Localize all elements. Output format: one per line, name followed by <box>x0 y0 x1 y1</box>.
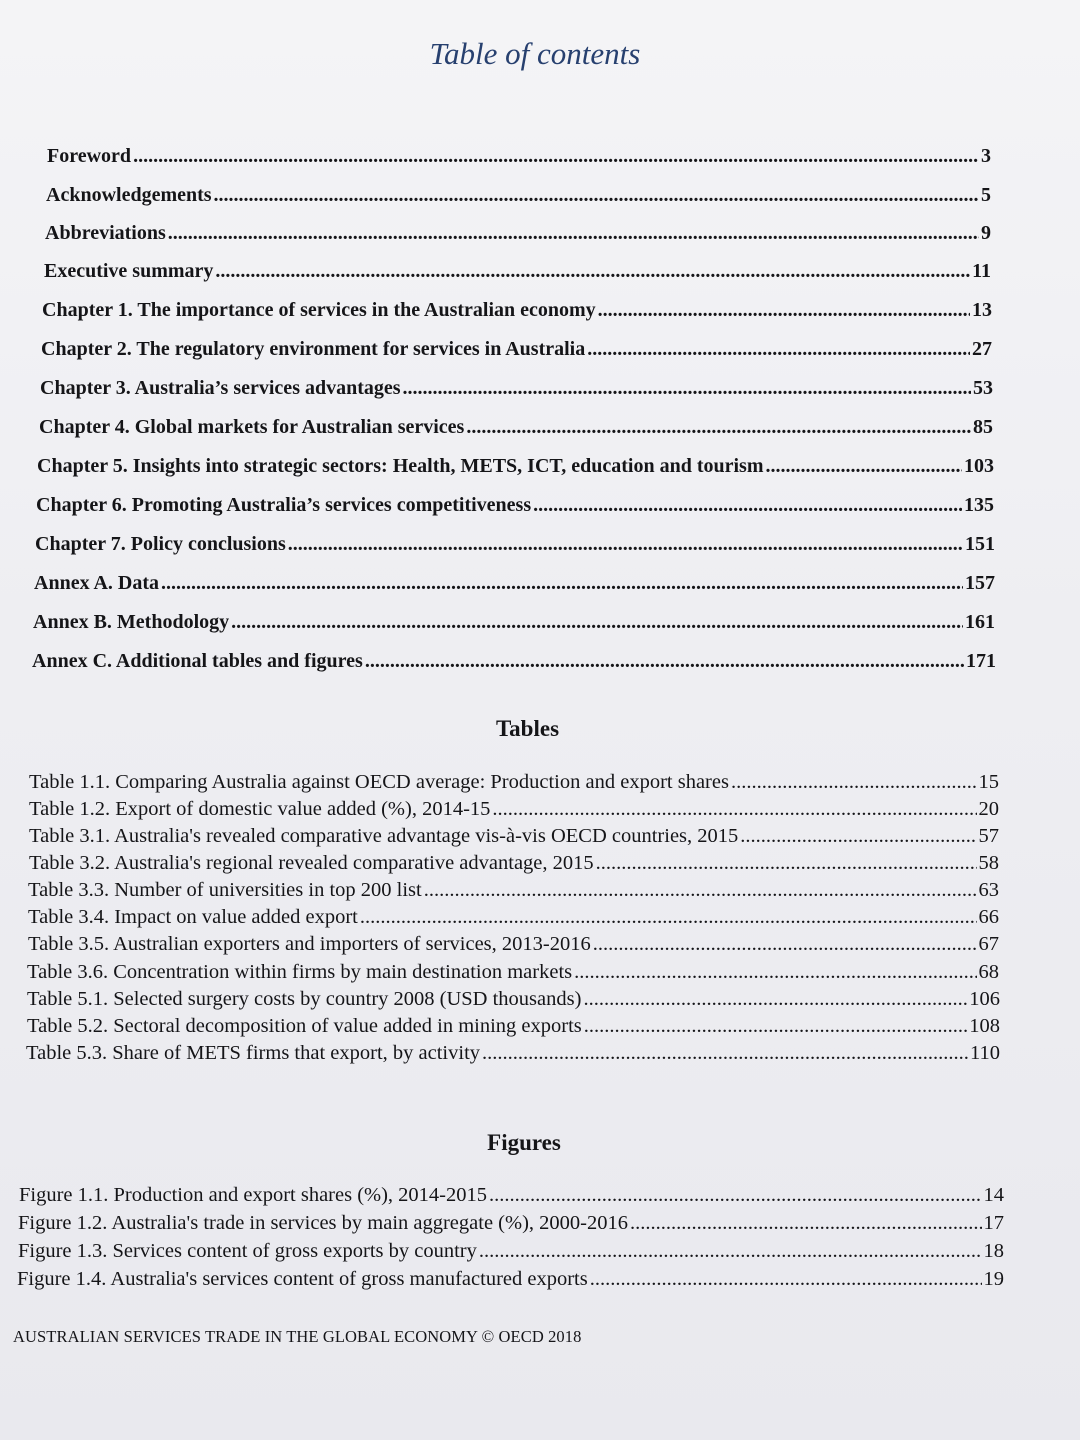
table-entry[interactable] <box>29 825 999 851</box>
table-entry-label: Table 3.2. Australia's regional revealed comparative advantage, 2015 <box>29 852 594 874</box>
table-entry[interactable] <box>28 906 999 932</box>
toc-entry[interactable] <box>33 611 995 637</box>
table-entry[interactable] <box>29 798 999 824</box>
leader-dots <box>231 611 963 634</box>
table-entry[interactable] <box>28 933 999 959</box>
table-entry-label: Table 3.4. Impact on value added export <box>28 906 358 928</box>
table-entry-label: Table 5.2. Sectoral decomposition of value added in mining exports <box>27 1015 582 1037</box>
table-entry-page: 106 <box>969 988 1000 1010</box>
toc-entry-label: Chapter 5. Insights into strategic sectors: Health, METS, ICT, education and tourism <box>37 455 764 477</box>
toc-entry-page: 135 <box>964 494 994 516</box>
leader-dots <box>584 1015 967 1038</box>
toc-entry[interactable] <box>44 260 991 286</box>
table-entry-label: Table 3.5. Australian exporters and importers of services, 2013-2016 <box>28 933 591 955</box>
figures-heading: Figures <box>487 1130 561 1155</box>
toc-entry-label: Annex B. Methodology <box>33 611 230 633</box>
leader-dots <box>214 184 979 207</box>
table-entry[interactable] <box>26 1042 1000 1068</box>
toc-entry-label: Chapter 7. Policy conclusions <box>35 533 286 555</box>
toc-entry-page: 13 <box>972 299 992 321</box>
leader-dots <box>161 572 963 595</box>
leader-dots <box>482 1042 968 1065</box>
leader-dots <box>598 299 970 322</box>
toc-entry[interactable] <box>34 572 995 598</box>
toc-entry-page: 161 <box>965 611 995 633</box>
figure-entry-label: Figure 1.2. Australia's trade in services by main aggregate (%), 2000-2016 <box>18 1212 628 1234</box>
toc-entry-page: 171 <box>966 650 996 672</box>
table-entry-page: 67 <box>978 933 999 955</box>
table-entry[interactable] <box>27 1015 1000 1041</box>
table-entry-label: Table 1.2. Export of domestic value added (%), 2014-15 <box>29 798 491 820</box>
table-entry-page: 20 <box>978 798 999 820</box>
figure-entry-label: Figure 1.1. Production and export shares (%), 2014-2015 <box>19 1184 487 1206</box>
toc-entry-label: Annex C. Additional tables and figures <box>32 650 363 672</box>
table-entry-page: 15 <box>978 771 999 793</box>
toc-entry-label: Foreword <box>47 145 132 167</box>
table-entry-label: Table 3.6. Concentration within firms by main destination markets <box>27 961 573 983</box>
leader-dots <box>215 260 970 283</box>
toc-entry[interactable] <box>40 377 993 403</box>
toc-entry-page: 53 <box>973 377 993 399</box>
table-entry-page: 57 <box>978 825 999 847</box>
table-entry-page: 110 <box>970 1042 1000 1064</box>
leader-dots <box>466 416 971 439</box>
table-entry-label: Table 3.1. Australia's revealed comparative advantage vis-à-vis OECD countries, 2015 <box>29 825 739 847</box>
table-entry-label: Table 5.1. Selected surgery costs by country 2008 (USD thousands) <box>27 988 582 1010</box>
leader-dots <box>288 533 963 556</box>
figure-entry-label: Figure 1.4. Australia's services content of gross manufactured exports <box>17 1268 588 1290</box>
leader-dots <box>168 222 979 245</box>
table-entry[interactable] <box>27 988 1000 1014</box>
leader-dots <box>492 798 976 821</box>
table-entry-page: 108 <box>969 1015 1000 1037</box>
table-entry-page: 63 <box>978 879 999 901</box>
table-entry-label: Table 1.1. Comparing Australia against OECD average: Production and export shares <box>29 771 729 793</box>
figure-entry-page: 17 <box>983 1212 1004 1234</box>
figure-entry[interactable] <box>18 1240 1004 1266</box>
toc-entry-page: 11 <box>972 260 991 282</box>
leader-dots <box>533 494 962 517</box>
toc-entry-label: Executive summary <box>44 260 214 282</box>
leader-dots <box>765 455 962 478</box>
leader-dots <box>365 650 964 673</box>
figure-entry[interactable] <box>17 1268 1004 1294</box>
toc-entry[interactable] <box>41 338 992 364</box>
toc-entry-label: Chapter 1. The importance of services in the Australian economy <box>42 299 596 321</box>
toc-entry-label: Chapter 2. The regulatory environment for services in Australia <box>41 338 586 360</box>
toc-entry-page: 27 <box>972 338 992 360</box>
leader-dots <box>587 338 970 361</box>
leader-dots <box>574 961 976 984</box>
toc-entry-label: Acknowledgements <box>46 184 212 206</box>
toc-entry-page: 85 <box>973 416 993 438</box>
toc-entry-page: 103 <box>964 455 994 477</box>
toc-entry-page: 5 <box>981 184 991 206</box>
toc-entry-page: 9 <box>981 222 991 244</box>
toc-entry[interactable] <box>37 455 994 481</box>
leader-dots <box>740 825 976 848</box>
toc-entry[interactable] <box>39 416 993 442</box>
figure-entry[interactable] <box>19 1184 1004 1210</box>
toc-entry[interactable] <box>45 222 991 248</box>
table-entry[interactable] <box>28 879 999 905</box>
table-entry[interactable] <box>29 771 999 797</box>
leader-dots <box>590 1268 982 1291</box>
toc-entry-page: 151 <box>965 533 995 555</box>
leader-dots <box>583 988 967 1011</box>
table-entry-label: Table 3.3. Number of universities in top 200 list <box>28 879 422 901</box>
table-entry-page: 66 <box>978 906 999 928</box>
leader-dots <box>424 879 977 902</box>
table-entry-label: Table 5.3. Share of METS firms that export, by activity <box>26 1042 481 1064</box>
toc-entry-page: 3 <box>981 145 991 167</box>
table-entry[interactable] <box>27 961 999 987</box>
leader-dots <box>403 377 971 400</box>
table-entry-page: 58 <box>978 852 999 874</box>
page-title: Table of contents <box>429 36 641 71</box>
figure-entry-label: Figure 1.3. Services content of gross exports by country <box>18 1240 477 1262</box>
leader-dots <box>489 1184 982 1207</box>
page-footer: AUSTRALIAN SERVICES TRADE IN THE GLOBAL ECONOMY © OECD 2018 <box>13 1327 582 1346</box>
toc-entry-label: Abbreviations <box>45 222 166 244</box>
table-entry[interactable] <box>29 852 999 878</box>
toc-entry-page: 157 <box>965 572 995 594</box>
toc-entry-label: Chapter 4. Global markets for Australian services <box>39 416 465 438</box>
toc-entry[interactable] <box>35 533 995 559</box>
figure-entry[interactable] <box>18 1212 1004 1238</box>
table-entry-page: 68 <box>978 961 999 983</box>
toc-entry[interactable] <box>47 145 991 171</box>
toc-entry-label: Chapter 3. Australia’s services advantages <box>40 377 401 399</box>
figure-entry-page: 18 <box>983 1240 1004 1262</box>
leader-dots <box>360 906 977 929</box>
toc-entry[interactable] <box>32 650 996 676</box>
leader-dots <box>596 852 977 875</box>
toc-entry[interactable] <box>36 494 994 520</box>
tables-heading: Tables <box>495 716 560 741</box>
toc-entry[interactable] <box>42 299 992 325</box>
leader-dots <box>731 771 977 794</box>
figure-entry-page: 19 <box>983 1268 1004 1290</box>
toc-entry-label: Annex A. Data <box>34 572 160 594</box>
leader-dots <box>479 1240 982 1263</box>
figure-entry-page: 14 <box>983 1184 1004 1206</box>
leader-dots <box>133 145 979 168</box>
toc-entry-label: Chapter 6. Promoting Australia’s services competitiveness <box>36 494 532 516</box>
toc-entry[interactable] <box>46 184 991 210</box>
leader-dots <box>630 1212 982 1235</box>
leader-dots <box>593 933 977 956</box>
